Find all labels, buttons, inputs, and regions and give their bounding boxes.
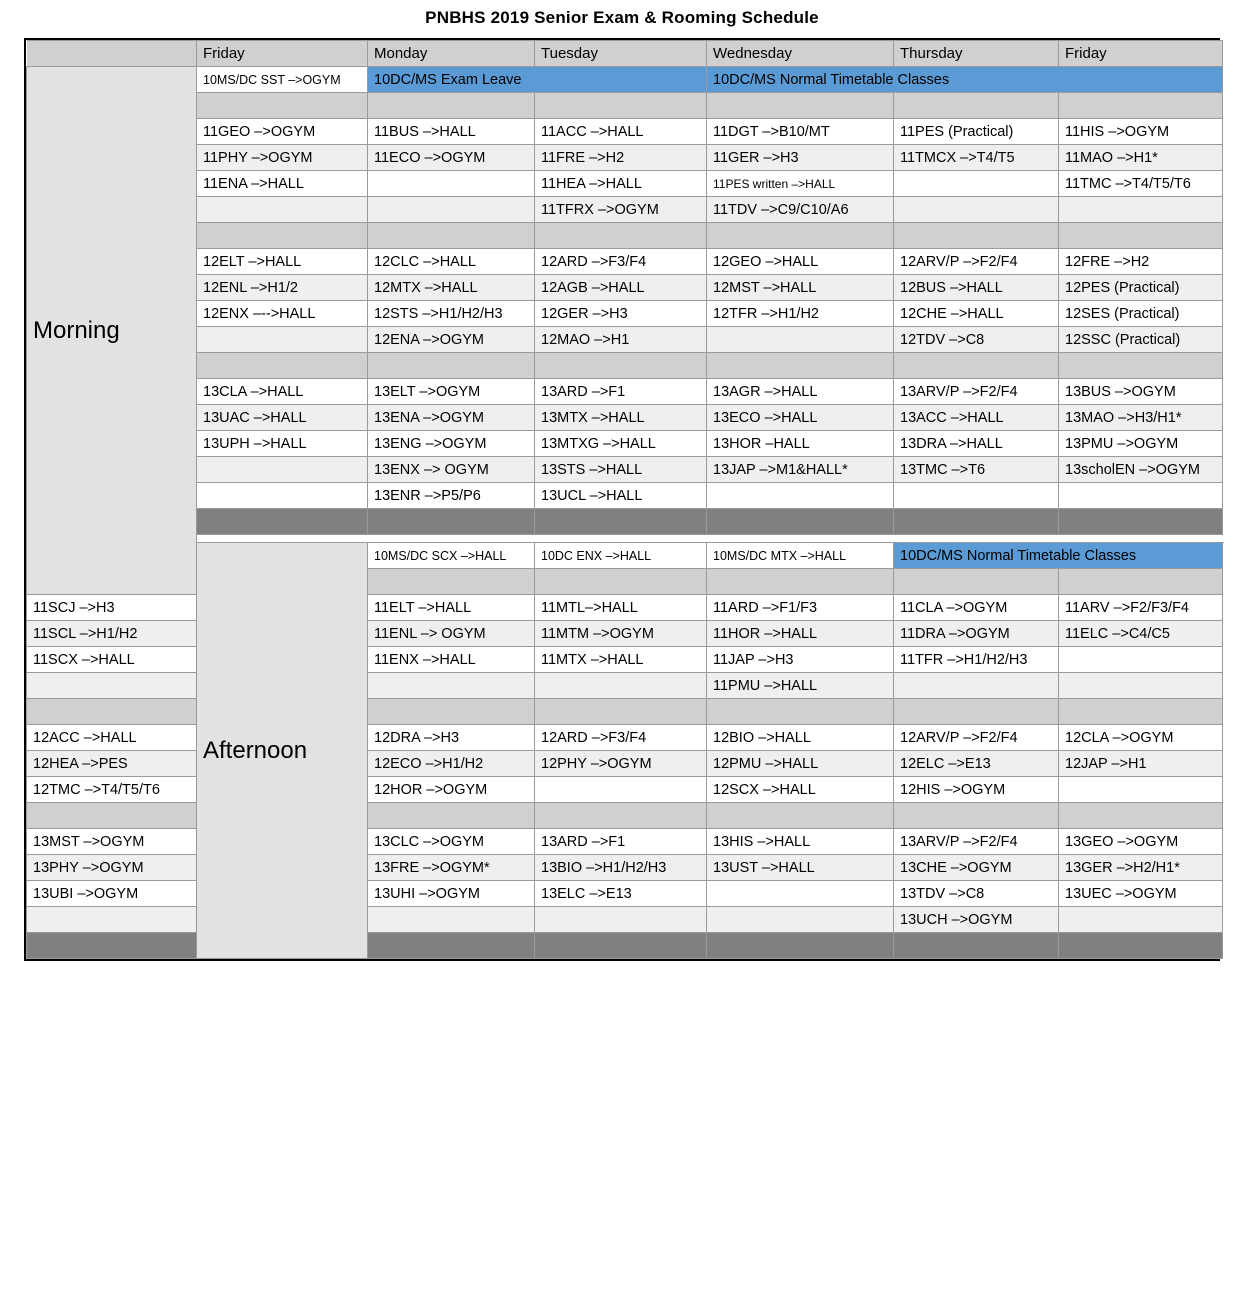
cell: 12ELT –>HALL: [197, 249, 368, 275]
cell: 13HOR –HALL: [707, 431, 894, 457]
spacer-cell: [535, 569, 707, 595]
cell: [197, 483, 368, 509]
spacer-cell: [368, 569, 535, 595]
morning-banner-row: [27, 67, 1223, 93]
morning-exam-leave-banner: 10DC/MS Exam Leave: [368, 67, 707, 93]
cell: 12CLC –>HALL: [368, 249, 535, 275]
afternoon-note-enx: 10DC ENX –>HALL: [535, 543, 707, 569]
cell: 13UCL –>HALL: [535, 483, 707, 509]
cell: 12PES (Practical): [1059, 275, 1223, 301]
cell: 13DRA –>HALL: [894, 431, 1059, 457]
cell: 13ELT –>OGYM: [368, 379, 535, 405]
cell: 13MTXG –>HALL: [535, 431, 707, 457]
cell: [707, 327, 894, 353]
spacer-cell: [368, 223, 535, 249]
cell: 13UCH –>OGYM: [894, 907, 1059, 933]
cell: 11TMCX –>T4/T5: [894, 145, 1059, 171]
schedule-sheet: [24, 38, 1220, 961]
cell: 12MST –>HALL: [707, 275, 894, 301]
cell: [535, 777, 707, 803]
cell: 11DGT –>B10/MT: [707, 119, 894, 145]
divider-cell: [535, 933, 707, 959]
cell: 13MTX –>HALL: [535, 405, 707, 431]
spacer-cell: [197, 353, 368, 379]
cell: 12GER –>H3: [535, 301, 707, 327]
cell: 12ARV/P –>F2/F4: [894, 725, 1059, 751]
cell: 12CLA –>OGYM: [1059, 725, 1223, 751]
table-row: [27, 145, 1223, 171]
spacer-cell: [535, 803, 707, 829]
section-divider-row: [27, 509, 1223, 535]
cell: 13PMU –>OGYM: [1059, 431, 1223, 457]
cell: 12HEA –>PES: [27, 751, 197, 777]
cell: 11MTL–>HALL: [535, 595, 707, 621]
cell: 13TMC –>T6: [894, 457, 1059, 483]
divider-cell: [197, 509, 368, 535]
cell: 13UAC –>HALL: [197, 405, 368, 431]
spacer-cell: [707, 569, 894, 595]
cell: 13ARV/P –>F2/F4: [894, 829, 1059, 855]
cell: 13ARV/P –>F2/F4: [894, 379, 1059, 405]
divider-cell: [894, 933, 1059, 959]
page-title: PNBHS 2019 Senior Exam & Rooming Schedule: [425, 8, 819, 27]
cell: 12AGB –>HALL: [535, 275, 707, 301]
spacer-cell: [27, 699, 197, 725]
cell: 12ARV/P –>F2/F4: [894, 249, 1059, 275]
afternoon-note-mtx: 10MS/DC MTX –>HALL: [707, 543, 894, 569]
cell: 11TDV –>C9/C10/A6: [707, 197, 894, 223]
cell: 11TMC –>T4/T5/T6: [1059, 171, 1223, 197]
cell: 11MTM –>OGYM: [535, 621, 707, 647]
cell: [368, 907, 535, 933]
spacer-cell: [1059, 353, 1223, 379]
cell: 13ACC –>HALL: [894, 405, 1059, 431]
header-corner: [27, 41, 197, 67]
column-header-friday-1: Friday: [197, 41, 368, 67]
cell: 11GER –>H3: [707, 145, 894, 171]
table-row: [27, 379, 1223, 405]
divider-cell: [707, 509, 894, 535]
section-label-afternoon: Afternoon: [197, 543, 368, 959]
morning-note-sst: 10MS/DC SST –>OGYM: [197, 67, 368, 93]
table-row: [27, 431, 1223, 457]
cell: 13AGR –>HALL: [707, 379, 894, 405]
gap-cell: [197, 535, 1223, 543]
spacer-cell: [368, 353, 535, 379]
cell: 12PMU –>HALL: [707, 751, 894, 777]
cell: [368, 197, 535, 223]
cell: 13CHE –>OGYM: [894, 855, 1059, 881]
cell: 11HIS –>OGYM: [1059, 119, 1223, 145]
cell: [368, 673, 535, 699]
cell: [27, 907, 197, 933]
cell: 12ENL –>H1/2: [197, 275, 368, 301]
cell: 13ARD –>F1: [535, 379, 707, 405]
spacer-cell: [894, 353, 1059, 379]
column-header-monday: Monday: [368, 41, 535, 67]
cell: 13PHY –>OGYM: [27, 855, 197, 881]
cell: [894, 171, 1059, 197]
cell: 13HIS –>HALL: [707, 829, 894, 855]
divider-cell: [707, 933, 894, 959]
gap-row: [27, 535, 1223, 543]
divider-cell: [368, 933, 535, 959]
spacer-cell: [894, 93, 1059, 119]
cell: 12CHE –>HALL: [894, 301, 1059, 327]
spacer-row: [27, 223, 1223, 249]
cell: [27, 673, 197, 699]
spacer-cell: [894, 699, 1059, 725]
cell: 11PES written –>HALL: [707, 171, 894, 197]
cell: 13GEO –>OGYM: [1059, 829, 1223, 855]
cell: [1059, 197, 1223, 223]
cell: 12GEO –>HALL: [707, 249, 894, 275]
column-header-thursday: Thursday: [894, 41, 1059, 67]
cell: 13FRE –>OGYM*: [368, 855, 535, 881]
cell: 12HIS –>OGYM: [894, 777, 1059, 803]
cell: 11ELT –>HALL: [368, 595, 535, 621]
cell: 11GEO –>OGYM: [197, 119, 368, 145]
cell: 11DRA –>OGYM: [894, 621, 1059, 647]
cell: 13ECO –>HALL: [707, 405, 894, 431]
cell: 13UEC –>OGYM: [1059, 881, 1223, 907]
spacer-cell: [894, 569, 1059, 595]
cell: 12ARD –>F3/F4: [535, 249, 707, 275]
cell: 13UST –>HALL: [707, 855, 894, 881]
cell: 12BUS –>HALL: [894, 275, 1059, 301]
spacer-row: [27, 93, 1223, 119]
cell: [1059, 673, 1223, 699]
afternoon-banner-row: [27, 543, 1223, 569]
spacer-cell: [707, 223, 894, 249]
cell: 11SCX –>HALL: [27, 647, 197, 673]
spacer-cell: [535, 353, 707, 379]
cell: 11PHY –>OGYM: [197, 145, 368, 171]
cell: 12PHY –>OGYM: [535, 751, 707, 777]
table-row: [27, 171, 1223, 197]
column-header-tuesday: Tuesday: [535, 41, 707, 67]
cell: 11HOR –>HALL: [707, 621, 894, 647]
divider-cell: [894, 509, 1059, 535]
cell: 12ELC –>E13: [894, 751, 1059, 777]
cell: [894, 197, 1059, 223]
cell: 11PES (Practical): [894, 119, 1059, 145]
cell: [1059, 647, 1223, 673]
cell: 13ELC –>E13: [535, 881, 707, 907]
cell: 12FRE –>H2: [1059, 249, 1223, 275]
cell: 11BUS –>HALL: [368, 119, 535, 145]
cell: 11SCL –>H1/H2: [27, 621, 197, 647]
table-row: [27, 457, 1223, 483]
cell: 13GER –>H2/H1*: [1059, 855, 1223, 881]
spacer-cell: [707, 803, 894, 829]
cell: 13ENR –>P5/P6: [368, 483, 535, 509]
cell: 12ENX –-->HALL: [197, 301, 368, 327]
cell: 12STS –>H1/H2/H3: [368, 301, 535, 327]
cell: [535, 907, 707, 933]
cell: 11HEA –>HALL: [535, 171, 707, 197]
cell: 12HOR –>OGYM: [368, 777, 535, 803]
cell: 12ACC –>HALL: [27, 725, 197, 751]
cell: 13UBI –>OGYM: [27, 881, 197, 907]
cell: 13STS –>HALL: [535, 457, 707, 483]
spacer-row: [27, 353, 1223, 379]
cell: 13TDV –>C8: [894, 881, 1059, 907]
cell: [707, 907, 894, 933]
cell: 12ENA –>OGYM: [368, 327, 535, 353]
cell: 13MST –>OGYM: [27, 829, 197, 855]
cell: 13MAO –>H3/H1*: [1059, 405, 1223, 431]
cell: 12ECO –>H1/H2: [368, 751, 535, 777]
morning-normal-classes-banner: 10DC/MS Normal Timetable Classes: [707, 67, 1223, 93]
cell: 13BUS –>OGYM: [1059, 379, 1223, 405]
cell: 13ENA –>OGYM: [368, 405, 535, 431]
spacer-cell: [1059, 803, 1223, 829]
table-row: [27, 119, 1223, 145]
cell: 12TMC –>T4/T5/T6: [27, 777, 197, 803]
cell: 12MAO –>H1: [535, 327, 707, 353]
cell: 12SES (Practical): [1059, 301, 1223, 327]
cell: 13UPH –>HALL: [197, 431, 368, 457]
cell: 11ELC –>C4/C5: [1059, 621, 1223, 647]
cell: 13ENX –> OGYM: [368, 457, 535, 483]
spacer-cell: [1059, 569, 1223, 595]
cell: [1059, 777, 1223, 803]
cell: 13scholEN –>OGYM: [1059, 457, 1223, 483]
spacer-cell: [368, 93, 535, 119]
cell: 13CLA –>HALL: [197, 379, 368, 405]
table-row: [27, 249, 1223, 275]
cell: 11MTX –>HALL: [535, 647, 707, 673]
cell: 11ECO –>OGYM: [368, 145, 535, 171]
cell: 11PMU –>HALL: [707, 673, 894, 699]
cell: 11JAP –>H3: [707, 647, 894, 673]
spacer-cell: [1059, 93, 1223, 119]
cell: 11CLA –>OGYM: [894, 595, 1059, 621]
cell: [707, 881, 894, 907]
table-row: [27, 275, 1223, 301]
cell: 11ARV –>F2/F3/F4: [1059, 595, 1223, 621]
cell: 11MAO –>H1*: [1059, 145, 1223, 171]
cell: 13ARD –>F1: [535, 829, 707, 855]
cell: 13UHI –>OGYM: [368, 881, 535, 907]
table-header-row: [27, 41, 1223, 67]
cell: [894, 673, 1059, 699]
section-label-morning: Morning: [27, 67, 197, 595]
spacer-cell: [1059, 223, 1223, 249]
cell: 11FRE –>H2: [535, 145, 707, 171]
spacer-cell: [535, 93, 707, 119]
cell: [894, 483, 1059, 509]
cell: 13BIO –>H1/H2/H3: [535, 855, 707, 881]
spacer-cell: [197, 93, 368, 119]
spacer-cell: [197, 223, 368, 249]
cell: 12ARD –>F3/F4: [535, 725, 707, 751]
cell: [197, 457, 368, 483]
cell: 12DRA –>H3: [368, 725, 535, 751]
cell: 11TFR –>H1/H2/H3: [894, 647, 1059, 673]
spacer-cell: [707, 699, 894, 725]
cell: 13CLC –>OGYM: [368, 829, 535, 855]
cell: 11ENA –>HALL: [197, 171, 368, 197]
cell: [707, 483, 894, 509]
cell: [1059, 483, 1223, 509]
cell: 11TFRX –>OGYM: [535, 197, 707, 223]
spacer-cell: [894, 223, 1059, 249]
spacer-cell: [27, 803, 197, 829]
cell: 12JAP –>H1: [1059, 751, 1223, 777]
spacer-cell: [535, 223, 707, 249]
divider-cell: [1059, 509, 1223, 535]
afternoon-note-scx: 10MS/DC SCX –>HALL: [368, 543, 535, 569]
divider-cell: [1059, 933, 1223, 959]
schedule-table: [26, 40, 1223, 959]
cell: 11ARD –>F1/F3: [707, 595, 894, 621]
cell: 12TFR –>H1/H2: [707, 301, 894, 327]
spacer-cell: [535, 699, 707, 725]
divider-cell: [27, 933, 197, 959]
cell: 12MTX –>HALL: [368, 275, 535, 301]
spacer-cell: [368, 699, 535, 725]
divider-cell: [535, 509, 707, 535]
cell: 12SSC (Practical): [1059, 327, 1223, 353]
cell: 12TDV –>C8: [894, 327, 1059, 353]
column-header-wednesday: Wednesday: [707, 41, 894, 67]
cell: 13JAP –>M1&HALL*: [707, 457, 894, 483]
spacer-cell: [707, 93, 894, 119]
table-row: [27, 483, 1223, 509]
spacer-cell: [368, 803, 535, 829]
cell: 13ENG –>OGYM: [368, 431, 535, 457]
divider-cell: [368, 509, 535, 535]
cell: 11SCJ –>H3: [27, 595, 197, 621]
spacer-cell: [707, 353, 894, 379]
cell: [535, 673, 707, 699]
cell: [368, 171, 535, 197]
cell: 11ACC –>HALL: [535, 119, 707, 145]
cell: 12BIO –>HALL: [707, 725, 894, 751]
spacer-cell: [1059, 699, 1223, 725]
cell: [1059, 907, 1223, 933]
table-row: [27, 301, 1223, 327]
afternoon-normal-classes-banner: 10DC/MS Normal Timetable Classes: [894, 543, 1223, 569]
cell: 11ENL –> OGYM: [368, 621, 535, 647]
table-row: [27, 327, 1223, 353]
cell: [197, 327, 368, 353]
table-row: [27, 405, 1223, 431]
spacer-cell: [894, 803, 1059, 829]
cell: 12SCX –>HALL: [707, 777, 894, 803]
cell: 11ENX –>HALL: [368, 647, 535, 673]
column-header-friday-2: Friday: [1059, 41, 1223, 67]
table-row: [27, 197, 1223, 223]
cell: [197, 197, 368, 223]
